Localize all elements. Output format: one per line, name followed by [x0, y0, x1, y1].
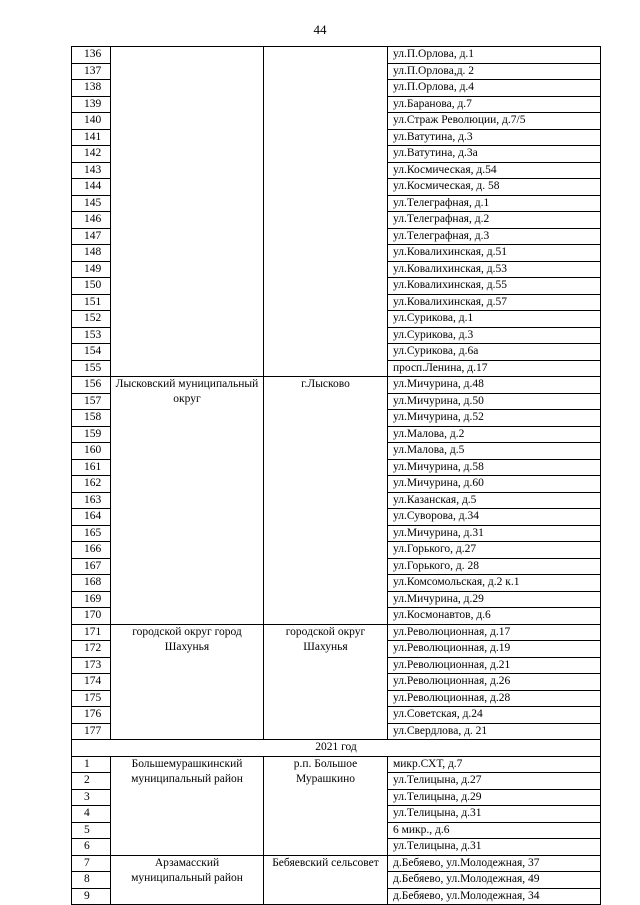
table-row [72, 377, 601, 394]
page-number: 44 [313, 22, 327, 37]
row-number: 9 [72, 888, 111, 905]
address-cell: ул.Телицына, д.29 [388, 789, 601, 806]
row-number: 162 [72, 476, 111, 493]
row-number: 161 [72, 459, 111, 476]
settlement-cell: городской округ Шахунья [264, 624, 388, 740]
address-cell: д.Бебяево, ул.Молодежная, 49 [388, 872, 601, 889]
address-cell: ул.Телицына, д.31 [388, 806, 601, 823]
district-cell: Арзамасский муниципальный район [111, 855, 264, 905]
row-number: 175 [72, 690, 111, 707]
row-number: 158 [72, 410, 111, 427]
address-cell: ул.Революционная, д.17 [388, 624, 601, 641]
row-number: 150 [72, 278, 111, 295]
row-number: 171 [72, 624, 111, 641]
district-cell: Лысковский муниципальный округ [111, 377, 264, 625]
settlement-cell: Бебяевский сельсовет [264, 855, 388, 905]
address-cell: ул.Телеграфная, д.2 [388, 212, 601, 229]
address-cell: ул.Космическая, д.54 [388, 162, 601, 179]
address-cell: ул.Ватутина, д.3а [388, 146, 601, 163]
housing-table [71, 46, 601, 905]
row-number: 168 [72, 575, 111, 592]
row-number: 152 [72, 311, 111, 328]
row-number: 176 [72, 707, 111, 724]
row-number: 151 [72, 294, 111, 311]
address-cell: ул.Телицына, д.27 [388, 773, 601, 790]
address-cell: ул.Страж Революции, д.7/5 [388, 113, 601, 130]
row-number: 7 [72, 855, 111, 872]
district-cell: городской округ город Шахунья [111, 624, 264, 740]
row-number: 142 [72, 146, 111, 163]
row-number: 137 [72, 63, 111, 80]
address-cell: ул.Советская, д.24 [388, 707, 601, 724]
row-number: 148 [72, 245, 111, 262]
table-body [72, 47, 601, 905]
address-cell: ул.Революционная, д.21 [388, 657, 601, 674]
row-number: 138 [72, 80, 111, 97]
row-number: 4 [72, 806, 111, 823]
address-cell: ул.Суворова, д.34 [388, 509, 601, 526]
address-cell: д.Бебяево, ул.Молодежная, 34 [388, 888, 601, 905]
address-cell: ул.Горького, д. 28 [388, 558, 601, 575]
row-number: 159 [72, 426, 111, 443]
row-number: 177 [72, 723, 111, 740]
address-cell: ул.Баранова, д.7 [388, 96, 601, 113]
settlement-cell: р.п. Большое Мурашкино [264, 756, 388, 855]
row-number: 143 [72, 162, 111, 179]
address-cell: ул.Мичурина, д.29 [388, 591, 601, 608]
row-number: 5 [72, 822, 111, 839]
table-row [72, 756, 601, 773]
address-cell: ул.Телеграфная, д.3 [388, 228, 601, 245]
district-cell [111, 47, 264, 377]
row-number: 173 [72, 657, 111, 674]
address-cell: ул.П.Орлова, д.4 [388, 80, 601, 97]
row-number: 156 [72, 377, 111, 394]
address-cell: д.Бебяево, ул.Молодежная, 37 [388, 855, 601, 872]
address-cell: ул.Горького, д.27 [388, 542, 601, 559]
table-row [72, 47, 601, 64]
address-cell: ул.Революционная, д.26 [388, 674, 601, 691]
address-cell: ул.Ковалихинская, д.53 [388, 261, 601, 278]
district-cell: Большемурашкинский муниципальный район [111, 756, 264, 855]
row-number: 174 [72, 674, 111, 691]
address-cell: ул.Революционная, д.19 [388, 641, 601, 658]
row-number: 1 [72, 756, 111, 773]
row-number: 6 [72, 839, 111, 856]
address-cell: ул.Сурикова, д.3 [388, 327, 601, 344]
row-number: 153 [72, 327, 111, 344]
address-cell: ул.Казанская, д.5 [388, 492, 601, 509]
row-number: 172 [72, 641, 111, 658]
row-number: 145 [72, 195, 111, 212]
address-cell: ул.П.Орлова,д. 2 [388, 63, 601, 80]
row-number: 165 [72, 525, 111, 542]
address-cell: ул.Ковалихинская, д.57 [388, 294, 601, 311]
address-cell: ул.Мичурина, д.50 [388, 393, 601, 410]
address-cell: ул.Мичурина, д.58 [388, 459, 601, 476]
address-cell: ул.Сурикова, д.1 [388, 311, 601, 328]
address-cell: ул.Телеграфная, д.1 [388, 195, 601, 212]
address-cell: микр.СХТ, д.7 [388, 756, 601, 773]
row-number: 166 [72, 542, 111, 559]
address-cell: ул.Ватутина, д.3 [388, 129, 601, 146]
table-row [72, 855, 601, 872]
address-cell: ул.Мичурина, д.31 [388, 525, 601, 542]
row-number: 2 [72, 773, 111, 790]
address-cell: ул.Свердлова, д. 21 [388, 723, 601, 740]
address-cell: ул.Космическая, д. 58 [388, 179, 601, 196]
row-number: 155 [72, 360, 111, 377]
address-cell: ул.Малова, д.5 [388, 443, 601, 460]
address-cell: ул.Мичурина, д.48 [388, 377, 601, 394]
address-cell: ул.Мичурина, д.52 [388, 410, 601, 427]
row-number: 167 [72, 558, 111, 575]
address-cell: ул.Ковалихинская, д.51 [388, 245, 601, 262]
row-number: 140 [72, 113, 111, 130]
row-number: 139 [72, 96, 111, 113]
address-cell: 6 микр., д.6 [388, 822, 601, 839]
year-separator-row [72, 740, 601, 757]
row-number: 144 [72, 179, 111, 196]
row-number: 160 [72, 443, 111, 460]
year-label: 2021 год [72, 740, 601, 757]
row-number: 169 [72, 591, 111, 608]
address-cell: ул.П.Орлова, д.1 [388, 47, 601, 64]
address-cell: ул.Сурикова, д.6а [388, 344, 601, 361]
row-number: 3 [72, 789, 111, 806]
address-cell: ул.Комсомольская, д.2 к.1 [388, 575, 601, 592]
address-cell: ул.Космонавтов, д.6 [388, 608, 601, 625]
row-number: 141 [72, 129, 111, 146]
settlement-cell [264, 47, 388, 377]
row-number: 8 [72, 872, 111, 889]
address-cell: ул.Мичурина, д.60 [388, 476, 601, 493]
table-row [72, 624, 601, 641]
row-number: 154 [72, 344, 111, 361]
address-cell: ул.Ковалихинская, д.55 [388, 278, 601, 295]
settlement-cell: г.Лысково [264, 377, 388, 625]
row-number: 149 [72, 261, 111, 278]
row-number: 163 [72, 492, 111, 509]
address-cell: просп.Ленина, д.17 [388, 360, 601, 377]
row-number: 146 [72, 212, 111, 229]
row-number: 164 [72, 509, 111, 526]
row-number: 136 [72, 47, 111, 64]
row-number: 170 [72, 608, 111, 625]
row-number: 157 [72, 393, 111, 410]
address-cell: ул.Революционная, д.28 [388, 690, 601, 707]
address-cell: ул.Телицына, д.31 [388, 839, 601, 856]
row-number: 147 [72, 228, 111, 245]
address-cell: ул.Малова, д.2 [388, 426, 601, 443]
